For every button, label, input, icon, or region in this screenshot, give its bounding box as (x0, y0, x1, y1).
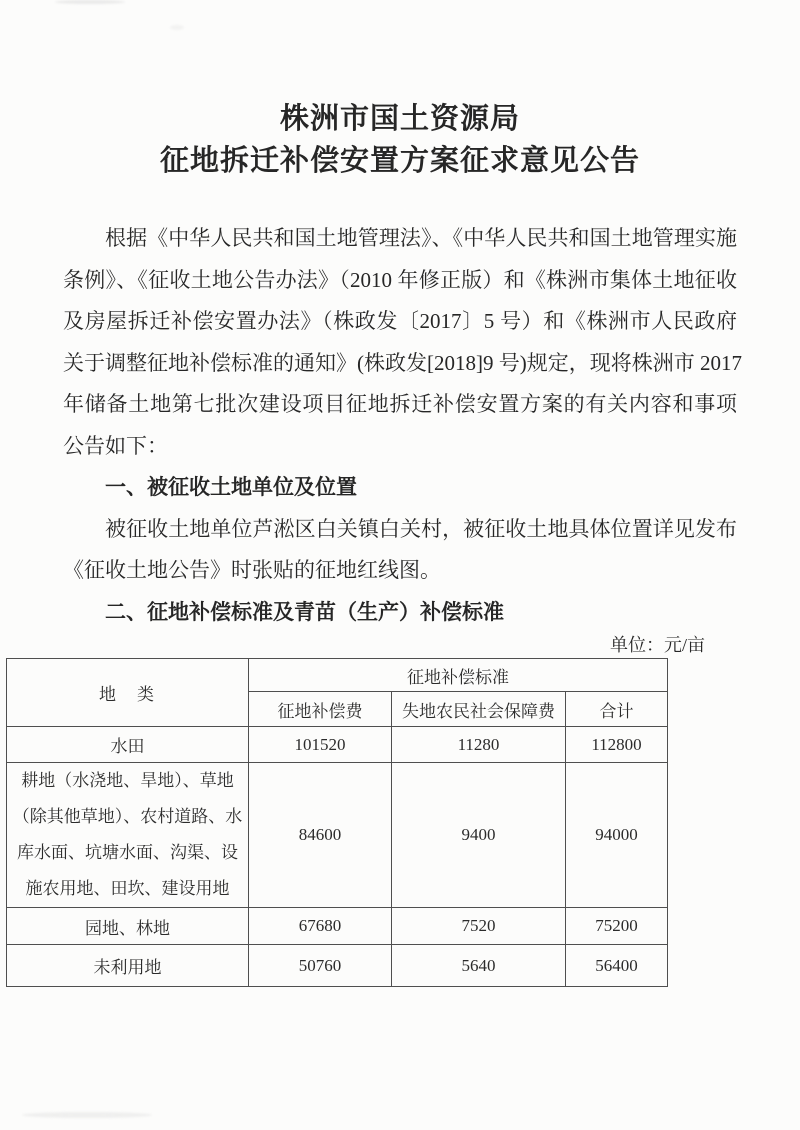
section1-line: 《征收土地公告》时张贴的征地红线图。 (63, 558, 441, 582)
header-cell-total: 合计 (566, 692, 668, 727)
land-type-cell: 园地、林地 (7, 908, 249, 945)
scan-artifact (170, 25, 184, 30)
table-row (7, 727, 668, 763)
document-body (63, 218, 742, 633)
header-cell-social-security: 失地农民社会保障费 (392, 692, 566, 727)
scan-artifact (55, 0, 125, 4)
intro-line: 年储备土地第七批次建设项目征地拆迁补偿安置方案的有关内容和事项 (63, 392, 737, 416)
intro-line: 条例》、《征收土地公告办法》（2010 年修正版）和《株洲市集体土地征收 (63, 267, 737, 292)
land-type-cell: 未利用地 (7, 945, 249, 987)
fee-cell: 84600 (249, 763, 392, 908)
fee-cell: 101520 (249, 727, 392, 763)
fee-cell: 50760 (249, 945, 392, 987)
section2-heading: 二、征地补偿标准及青苗（生产）补偿标准 (105, 599, 504, 624)
section1-line: 被征收土地单位芦淞区白关镇白关村，被征收土地具体位置详见发布 (105, 516, 737, 541)
total-cell: 75200 (566, 908, 668, 945)
header-cell-land-class: 地 类 (7, 659, 249, 727)
header-cell-standard-group: 征地补偿标准 (249, 659, 668, 692)
title-line-subject: 征地拆迁补偿安置方案征求意见公告 (159, 145, 640, 177)
document-title (0, 0, 800, 182)
land-type-cell: 耕地（水浇地、旱地）、草地（除其他草地）、农村道路、水库水面、坑塘水面、沟渠、设施农用地、田坎、建设用地 (7, 763, 249, 908)
table-header-row-group (7, 659, 668, 692)
header-cell-fee: 征地补偿费 (249, 692, 392, 727)
intro-line: 关于调整征地补偿标准的通知》(株政发[2018]9 号)规定，现将株洲市 2017 (63, 350, 742, 375)
social-security-cell: 5640 (392, 945, 566, 987)
scan-artifact (22, 1112, 152, 1118)
table-row (7, 763, 668, 908)
total-cell: 56400 (566, 945, 668, 987)
intro-line: 根据《中华人民共和国土地管理法》、《中华人民共和国土地管理实施 (105, 226, 737, 250)
intro-line: 及房屋拆迁补偿安置办法》（株政发〔2017〕5 号）和《株洲市人民政府 (63, 309, 737, 333)
social-security-cell: 11280 (392, 727, 566, 763)
table-row (7, 945, 668, 987)
total-cell: 112800 (566, 727, 668, 763)
title-line-agency: 株洲市国土资源局 (279, 103, 520, 135)
fee-cell: 67680 (249, 908, 392, 945)
social-security-cell: 9400 (392, 763, 566, 908)
social-security-cell: 7520 (392, 908, 566, 945)
land-type-cell: 水田 (7, 727, 249, 763)
total-cell: 94000 (566, 763, 668, 908)
table-row (7, 908, 668, 945)
intro-line: 公告如下： (63, 433, 168, 458)
compensation-table (6, 658, 668, 987)
table-unit-note: 单位：元/亩 (609, 635, 705, 655)
section1-heading: 一、被征收土地单位及位置 (105, 475, 357, 499)
